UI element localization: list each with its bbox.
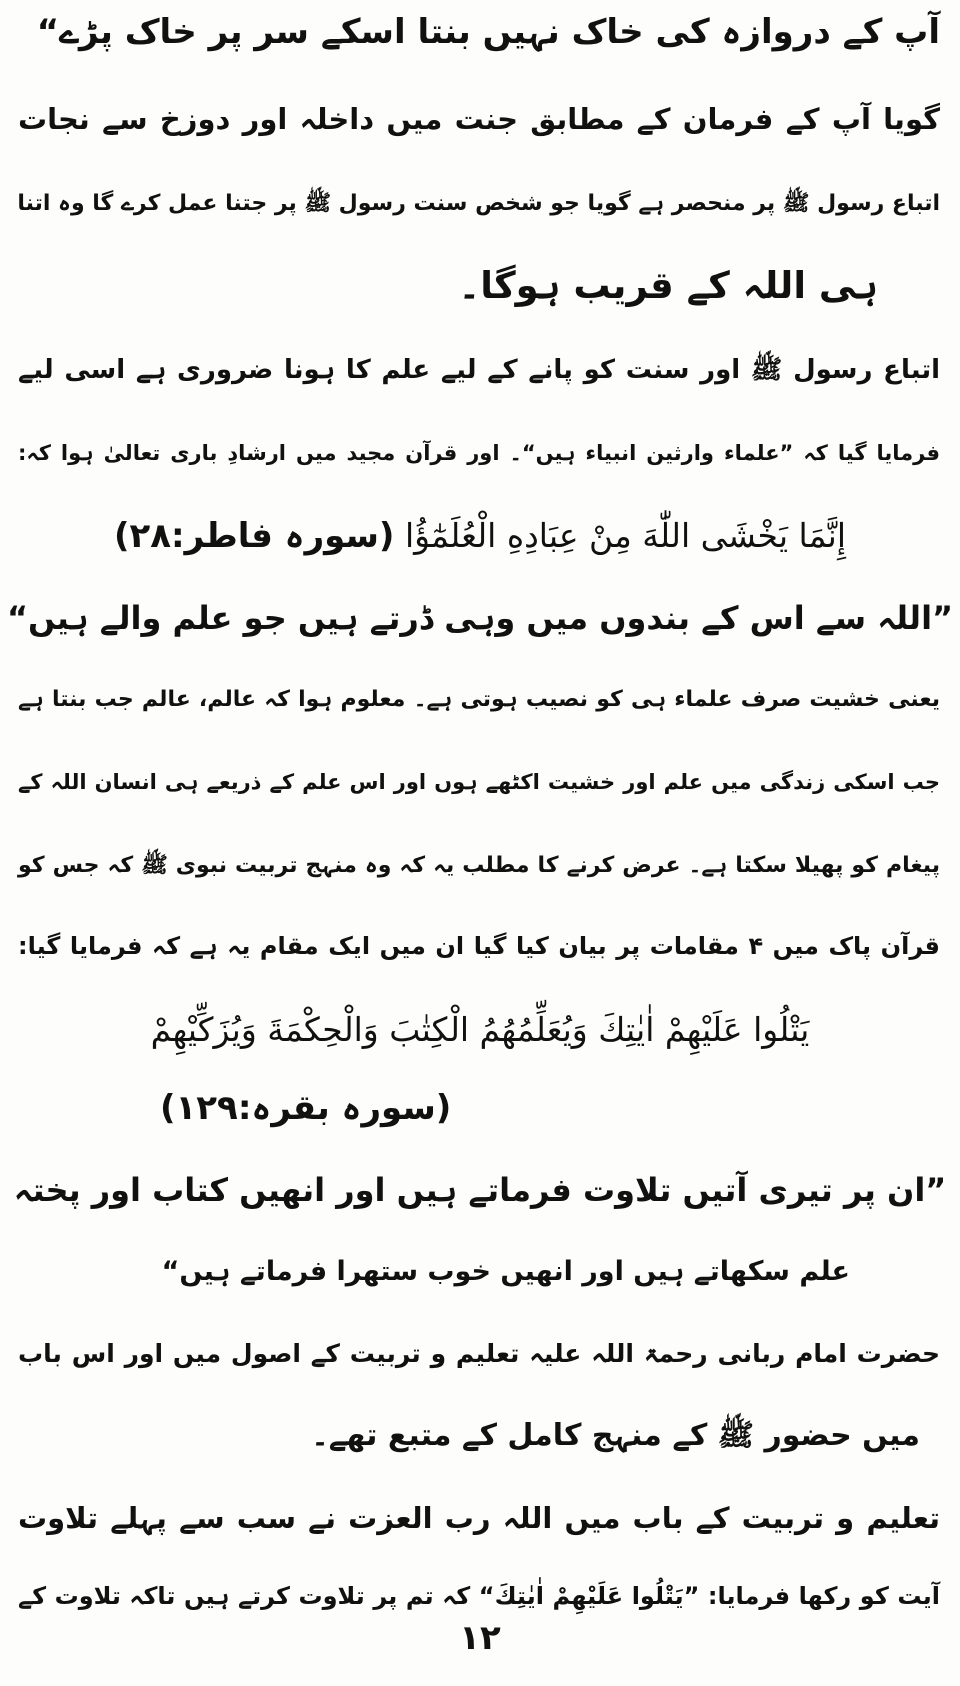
surah-reference-baqarah <box>160 1080 560 1136</box>
text-line-12: قرآن پاک میں ۴ مقامات پر بیان کیا گیا ان میں ایک مقام یہ ہے کہ فرمایا گیا: <box>18 932 940 960</box>
text-line-5: اتباع رسول ﷺ اور سنت کو پانے کے لیے علم کا ہونا ضروری ہے اسی لیے <box>18 355 940 385</box>
text-line-2: گویا آپ کے فرمان کے مطابق جنت میں داخلہ اور دوزخ سے نجات <box>18 102 940 136</box>
quran-verse-baqarah: يَتْلُوا عَلَيْهِمْ اٰيٰتِكَ وَيُعَلِّمُهُمُ الْكِتٰبَ وَالْحِكْمَةَ وَيُزَكِّيْهِمْ <box>150 1010 810 1049</box>
surah-reference: (سورہ بقرہ:۱۲۹) <box>160 1088 452 1128</box>
translation-line-2: ”ان پر تیری آتیں تلاوت فرماتے ہیں اور انھیں کتاب اور پختہ <box>13 1171 947 1209</box>
text-line-19: تعلیم و تربیت کے باب میں اللہ رب العزت نے سب سے پہلے تلاوت <box>18 1501 940 1535</box>
text-line-11: پیغام کو پھیلا سکتا ہے۔ عرض کرنے کا مطلب یہ کہ وہ منہج تربیت نبوی ﷺ کہ جس کو <box>18 853 940 878</box>
text-line-10: جب اسکی زندگی میں علم اور خشیت اکٹھے ہوں اور اس علم کے ذریعے ہی انسان اللہ کے <box>18 770 940 794</box>
text-line-20: آیت کو رکھا فرمایا: ”يَتْلُوا عَلَيْهِمْ اٰيٰتِكَ“ کہ تم پر تلاوت کرتے ہیں تاکہ تلاوت کے <box>18 1582 940 1610</box>
text-line-6: فرمایا گیا کہ ”علماء وارثین انبیاء ہیں“۔ اور قرآن مجید میں ارشادِ باری تعالیٰ ہوا کہ: <box>18 441 940 465</box>
surah-reference: (سورہ فاطر:۲۸) <box>113 516 395 556</box>
text-line-18: میں حضور ﷺ کے منہج کامل کے متبع تھے۔ <box>311 1418 920 1453</box>
text-line-3: اتباع رسول ﷺ پر منحصر ہے گویا جو شخص سنت رسول ﷺ پر جتنا عمل کرے گا وہ اتنا <box>17 191 940 216</box>
text-line-17: حضرت امام ربانی رحمۃ اللہ علیہ تعلیم و تربیت کے اصول میں اور اس باب <box>18 1339 940 1368</box>
translation-line-1: ”اللہ سے اس کے بندوں میں وہی ڈرتے ہیں جو علم والے ہیں“ <box>6 599 954 637</box>
quran-verse-fatir <box>0 508 960 564</box>
text-line-4: ہی اللہ کے قریب ہوگا۔ <box>458 264 878 307</box>
translation-line-3: علم سکھاتے ہیں اور انھیں خوب ستھرا فرماتے ہیں“ <box>161 1256 850 1287</box>
text-line-9: یعنی خشیت صرف علماء ہی کو نصیب ہوتی ہے۔ معلوم ہوا کہ عالم، عالم جب بنتا ہے <box>18 687 940 712</box>
ayah-text: إِنَّمَا يَخْشَى اللّٰهَ مِنْ عِبَادِهِ الْعُلَمٰٓؤُا <box>404 516 847 555</box>
text-line-1: آپ کے دروازہ کی خاک نہیں بنتا اسکے سر پر خاک پڑے“ <box>36 12 940 52</box>
page-number: ۱۲ <box>459 1618 501 1658</box>
